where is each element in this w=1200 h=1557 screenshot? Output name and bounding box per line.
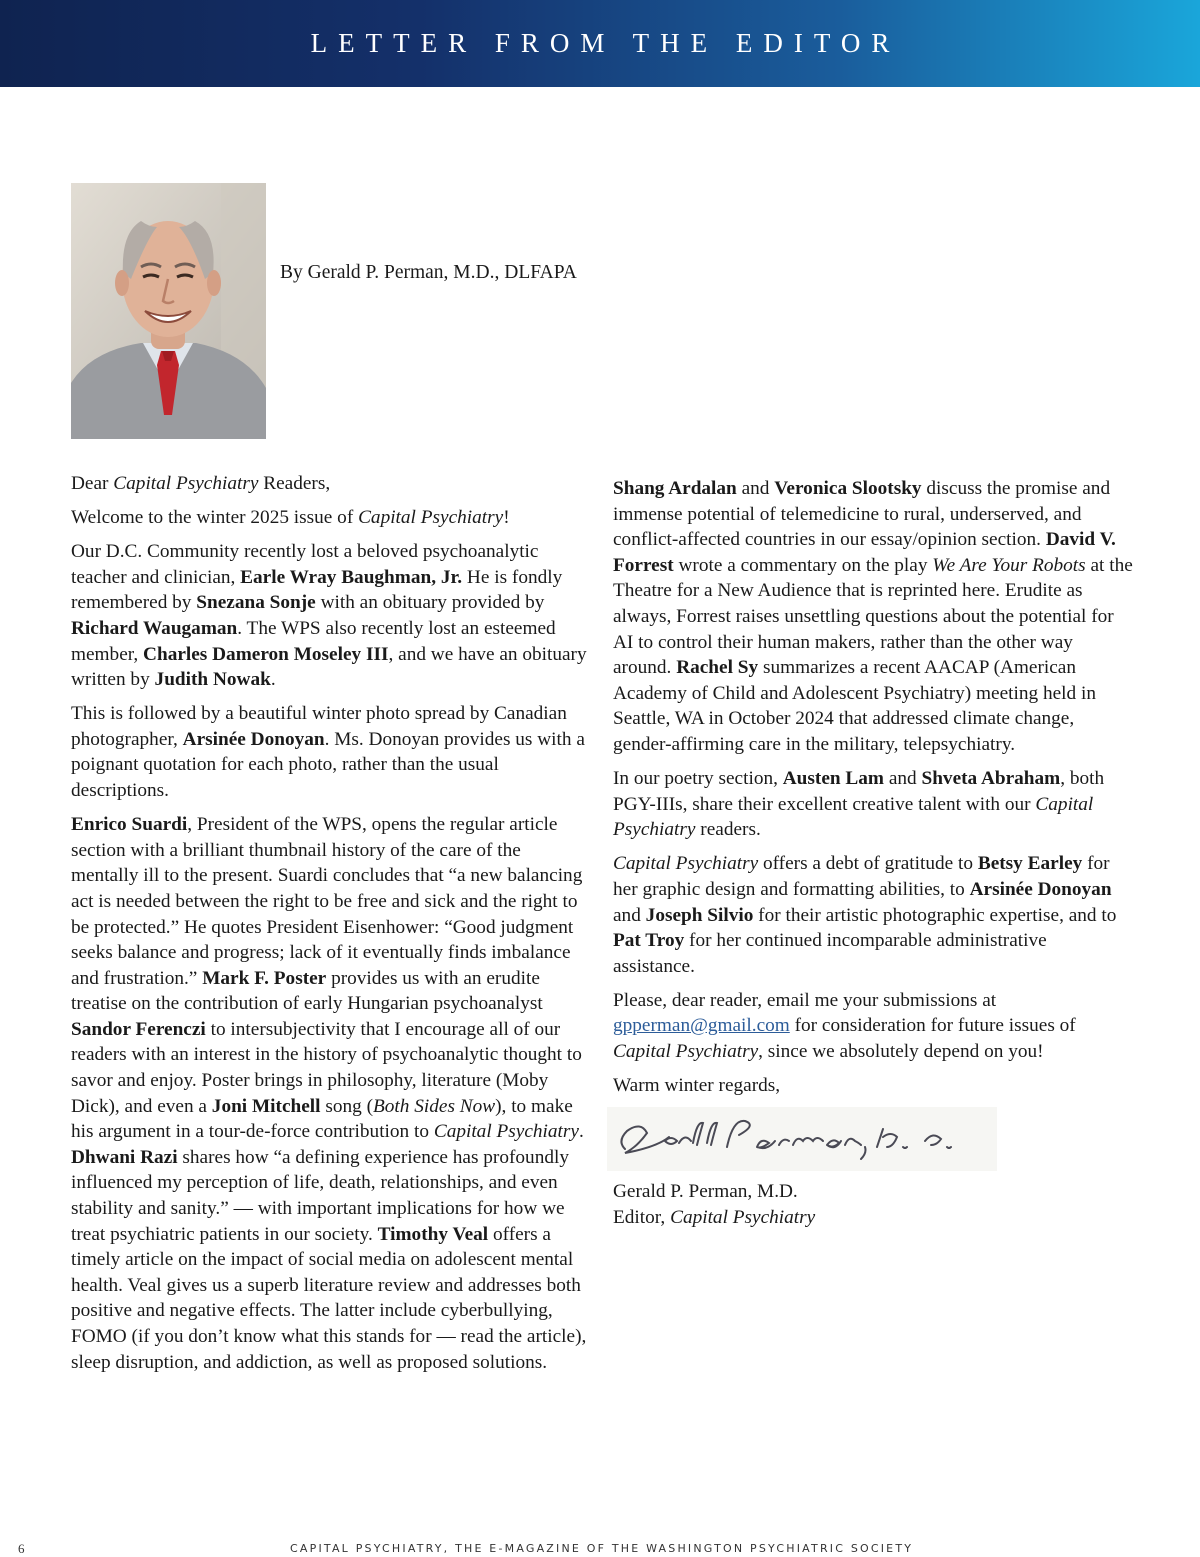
editor-title: Editor, Capital Psychiatry <box>613 1206 816 1228</box>
gratitude-paragraph: Capital Psychiatry offers a debt of gratitude to Betsy Earley for her graphic design and formatting abilities, to Arsinée Donoyan and Joseph Silvio for their artistic photographic expertise, and to Pat Troy for her continued incomparable administrative assistance. <box>613 853 1117 977</box>
author-portrait <box>71 183 266 439</box>
articles-paragraph: Enrico Suardi, President of the WPS, opens the regular article section with a brilliant thumbnail history of the care of the mentally ill to the present. Suardi concludes that “a new balancing act is needed between the right to be free and sick and the right to be protected.” He quotes President Eisenhower: “Good judgment seeks balance and progress; lack of it eventually finds imbalance and frustration.” Mark F. Poster provides us with an erudite treatise on the contribution of early Hungarian psychoanalyst Sandor Ferenczi to intersubjectivity that I encourage all of our readers with an interest in the history of psychoanalytic thought to savor and enjoy. Poster brings in philosophy, literature (Moby Dick), and even a Joni Mitchell song (Both Sides Now), to make his argument in a tour-de-force contribution to Capital Psychiatry. Dhwani Razi shares how “a defining experience has profoundly influenced my perception of life, death, relationships, and even stability and sanity.” — with important implications for how we treat psychiatric patients in our society. Timothy Veal offers a timely article on the impact of social media on adolescent mental health. Veal gives us a superb literature review and addresses both positive and negative effects. The latter include cyberbullying, FOMO (if you don’t know what this stands for — read the article), sleep disruption, and addiction, as well as proposed solutions. <box>71 814 587 1373</box>
email-link[interactable]: gpperman@gmail.com <box>613 1015 790 1037</box>
signature-image <box>607 1107 997 1171</box>
footer-text: CAPITAL PSYCHIATRY, THE E-MAGAZINE OF THE WASHINGTON PSYCHIATRIC SOCIETY <box>290 1542 914 1555</box>
poetry-paragraph: In our poetry section, Austen Lam and Shveta Abraham, both PGY-IIIs, share their excellent creative talent with our Capital Psychiatry readers. <box>613 768 1105 841</box>
essay-paragraph: Shang Ardalan and Veronica Slootsky discuss the promise and immense potential of telemedicine to rural, underserved, and conflict-affected countries in our essay/opinion section. David V. Forrest wrote a commentary on the play We Are Your Robots at the Theatre for a New Audience that is reprinted here. Erudite as always, Forrest raises unsettling questions about the potential for AI to control their human makers, rather than the other way around. Rachel Sy summarizes a recent AACAP (American Academy of Child and Adolescent Psychiatry) meeting held in Seattle, WA in October 2024 that addressed climate change, gender-affirming care in the military, telepsychiatry. <box>613 478 1133 755</box>
welcome-paragraph: Welcome to the winter 2025 issue of Capital Psychiatry! <box>71 507 510 529</box>
obituaries-paragraph: Our D.C. Community recently lost a beloved psychoanalytic teacher and clinician, Earle Wray Baughman, Jr. He is fondly remembered by Snezana Sonje with an obituary provided by Richard Waugaman. The WPS also recently lost an esteemed member, Charles Dameron Moseley III, and we have an obituary written by Judith Nowak. <box>71 541 587 691</box>
header-banner <box>0 0 1200 87</box>
page-number: 6 <box>18 1541 25 1556</box>
submissions-paragraph: Please, dear reader, email me your submissions at gpperman@gmail.com for consideration for future issues of Capital Psychiatry, since we absolutely depend on you! <box>613 989 1076 1062</box>
photo-spread-paragraph: This is followed by a beautiful winter photo spread by Canadian photographer, Arsinée Donoyan. Ms. Donoyan provides us with a poignant quotation for each photo, rather than the usual descriptions. <box>71 703 585 802</box>
section-title: LETTER FROM THE EDITOR <box>310 28 901 58</box>
byline: By Gerald P. Perman, M.D., DLFAPA <box>280 262 577 283</box>
signature <box>607 1107 997 1171</box>
letter-column-right <box>613 476 1133 1230</box>
portrait-illustration <box>71 183 266 439</box>
salutation: Dear Capital Psychiatry Readers, <box>71 473 331 494</box>
editor-name: Gerald P. Perman, M.D. <box>613 1181 798 1203</box>
closing-block <box>613 1179 1133 1230</box>
letter-column-left <box>71 471 591 1384</box>
regards: Warm winter regards, <box>613 1075 781 1097</box>
